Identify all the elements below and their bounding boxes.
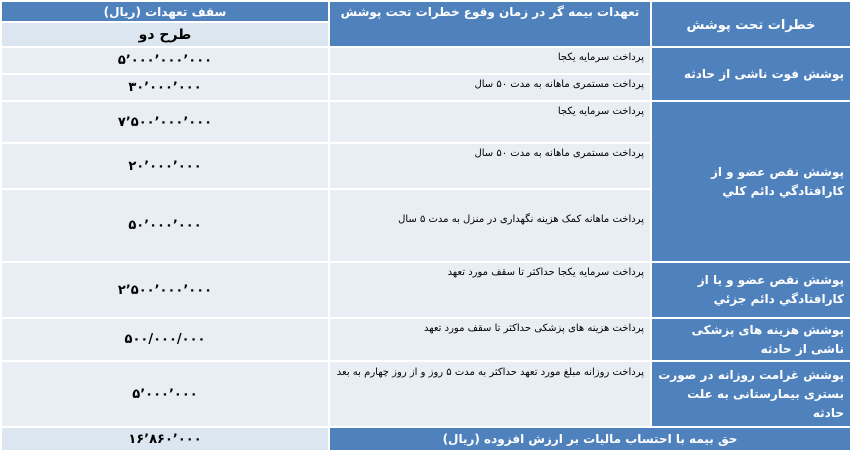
- obligation-description: پرداخت سرمایه یکجا: [329, 47, 651, 74]
- obligation-description: پرداخت سرمایه یکجا حداکثر تا سقف مورد تعهد: [329, 262, 651, 318]
- limit-value: ۵٬۰۰۰٬۰۰۰٬۰۰۰: [1, 47, 329, 74]
- obligation-description: پرداخت ماهانه کمک هزینه نگهداری در منزل به مدت ۵ سال: [329, 189, 651, 262]
- obligations-column-header: تعهدات بیمه گر در زمان وقوع خطرات تحت پوشش: [329, 1, 651, 47]
- limit-column-header: سقف تعهدات (ریال): [1, 1, 329, 22]
- obligation-description: پرداخت هزینه های پزشکی حداکثر تا سقف مورد تعهد: [329, 318, 651, 361]
- limit-value: ۳۰٬۰۰۰٬۰۰۰: [1, 74, 329, 101]
- premium-label: حق بیمه با احتساب مالیات بر ارزش افزوده (ریال): [329, 427, 850, 451]
- coverage-label: پوشش نقص عضو و از کارافتادگي دائم کلي: [651, 101, 850, 262]
- limit-value: ۵٬۰۰۰٬۰۰۰: [1, 361, 329, 427]
- table-row: [1, 101, 850, 143]
- plan-label: طرح دو: [1, 22, 329, 47]
- limit-value: ۲۰٬۰۰۰٬۰۰۰: [1, 143, 329, 189]
- table-row: [1, 262, 850, 318]
- coverage-label: پوشش فوت ناشی از حادثه: [651, 47, 850, 101]
- footer-row: [1, 427, 850, 451]
- coverage-label: پوشش نقص عضو و یا از کارافتادگي دائم جزئي: [651, 262, 850, 318]
- header-row: [1, 1, 850, 22]
- obligation-description: پرداخت مستمری ماهانه به مدت ۵۰ سال: [329, 74, 651, 101]
- obligation-description: پرداخت مستمری ماهانه به مدت ۵۰ سال: [329, 143, 651, 189]
- limit-value: ۲٬۵۰۰٬۰۰۰٬۰۰۰: [1, 262, 329, 318]
- coverage-label: پوشش غرامت روزانه در صورت بستری بیمارستانی به علت حادثه: [651, 361, 850, 427]
- table-row: [1, 361, 850, 427]
- limit-value: ۵۰۰/۰۰۰/۰۰۰: [1, 318, 329, 361]
- limit-value: ۷٬۵۰۰٬۰۰۰٬۰۰۰: [1, 101, 329, 143]
- obligation-description: پرداخت سرمایه یکجا: [329, 101, 651, 143]
- premium-value: ۱۶٬۸۶۰٬۰۰۰: [1, 427, 329, 451]
- obligation-description: پرداخت روزانه مبلغ مورد تعهد حداکثر به مدت ۵ روز و از روز چهارم به بعد: [329, 361, 651, 427]
- table-row: [1, 318, 850, 361]
- limit-value: ۵۰٬۰۰۰٬۰۰۰: [1, 189, 329, 262]
- table-row: [1, 47, 850, 74]
- risks-column-header: خطرات تحت پوشش: [651, 1, 850, 47]
- coverage-label: پوشش هزینه های پزشکی ناشی از حادثه: [651, 318, 850, 361]
